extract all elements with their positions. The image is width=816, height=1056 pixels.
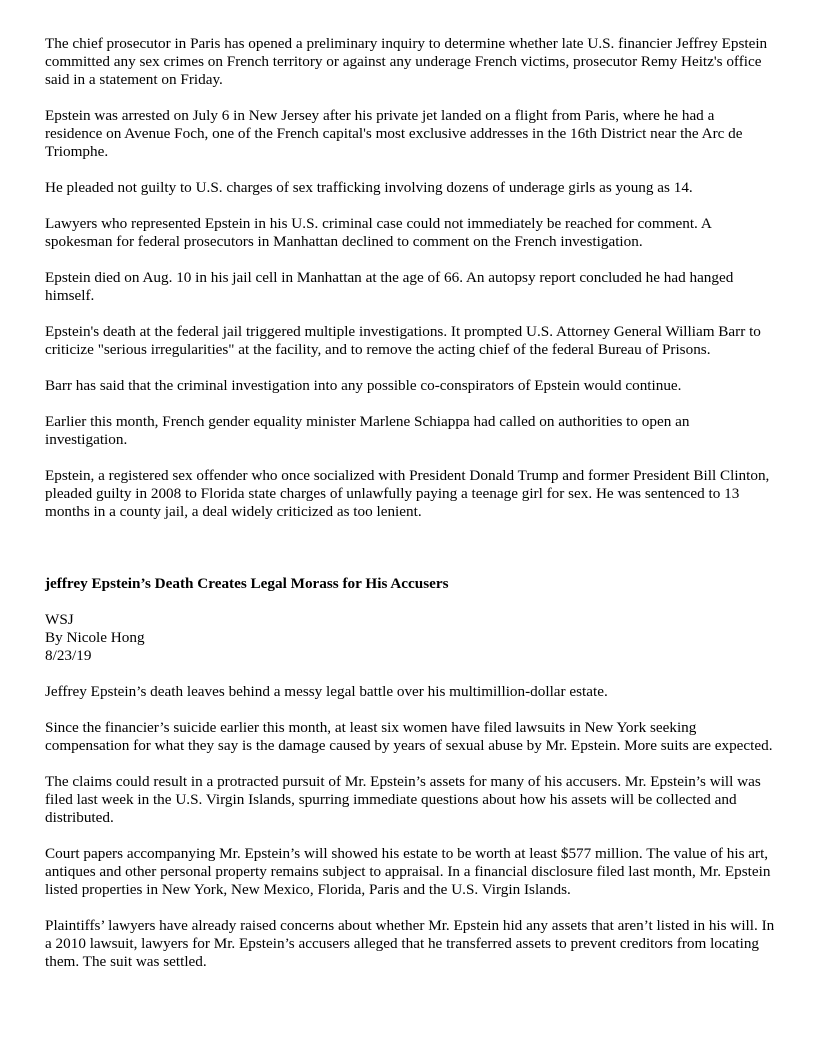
paragraph: Earlier this month, French gender equality minister Marlene Schiappa had called on authorities to open an investigation. [45,413,690,448]
paragraph: Since the financier’s suicide earlier this month, at least six women have filed lawsuits in New York seeking compensation for what they say is the damage caused by years of sexual abuse by Mr. Epstein. More suits are expected. [45,719,773,754]
paragraph: Barr has said that the criminal investigation into any possible co-conspirators of Epstein would continue. [45,377,682,394]
article-author: By Nicole Hong [45,629,145,646]
article-paris-inquiry [45,35,775,521]
paragraph: Epstein died on Aug. 10 in his jail cell in Manhattan at the age of 66. An autopsy report concluded he had hanged himself. [45,269,734,304]
paragraph: Epstein, a registered sex offender who once socialized with President Donald Trump and former President Bill Clinton, pleaded guilty in 2008 to Florida state charges of unlawfully paying a teenage girl for sex. He was sentenced to 13 months in a county jail, a deal widely criticized as too lenient. [45,467,770,520]
paragraph: Jeffrey Epstein’s death leaves behind a messy legal battle over his multimillion-dollar estate. [45,683,608,700]
paragraph: Plaintiffs’ lawyers have already raised concerns about whether Mr. Epstein hid any assets that aren’t listed in his will. In a 2010 lawsuit, lawyers for Mr. Epstein’s accusers alleged that he transferred assets to prevent creditors from locating them. The suit was settled. [45,917,775,970]
paragraph: Epstein's death at the federal jail triggered multiple investigations. It prompted U.S. Attorney General William Barr to criticize "serious irregularities" at the facility, and to remove the acting chief of the federal Bureau of Prisons. [45,323,761,358]
byline-block [45,611,775,665]
paragraph: The chief prosecutor in Paris has opened a preliminary inquiry to determine whether late U.S. financier Jeffrey Epstein committed any sex crimes on French territory or against any underage French victims, prosecutor Remy Heitz's office said in a statement on Friday. [45,35,768,88]
article-headline: jeffrey Epstein’s Death Creates Legal Morass for His Accusers [45,575,449,592]
paragraph: He pleaded not guilty to U.S. charges of sex trafficking involving dozens of underage girls as young as 14. [45,179,693,196]
article-date: 8/23/19 [45,647,92,664]
document-page [45,35,775,989]
article-source: WSJ [45,611,74,628]
article-wsj-legal-morass [45,575,775,971]
paragraph: Epstein was arrested on July 6 in New Jersey after his private jet landed on a flight from Paris, where he had a residence on Avenue Foch, one of the French capital's most exclusive addresses in the 16th District near the Arc de Triomphe. [45,107,743,160]
paragraph: Court papers accompanying Mr. Epstein’s will showed his estate to be worth at least $577 million. The value of his art, antiques and other personal property remains subject to appraisal. In a financial disclosure filed last month, Mr. Epstein listed properties in New York, New Mexico, Florida, Paris and the U.S. Virgin Islands. [45,845,771,898]
paragraph: The claims could result in a protracted pursuit of Mr. Epstein’s assets for many of his accusers. Mr. Epstein’s will was filed last week in the U.S. Virgin Islands, spurring immediate questions about how his assets will be collected and distributed. [45,773,761,826]
section-gap [45,539,775,575]
paragraph: Lawyers who represented Epstein in his U.S. criminal case could not immediately be reached for comment. A spokesman for federal prosecutors in Manhattan declined to comment on the French investigation. [45,215,711,250]
